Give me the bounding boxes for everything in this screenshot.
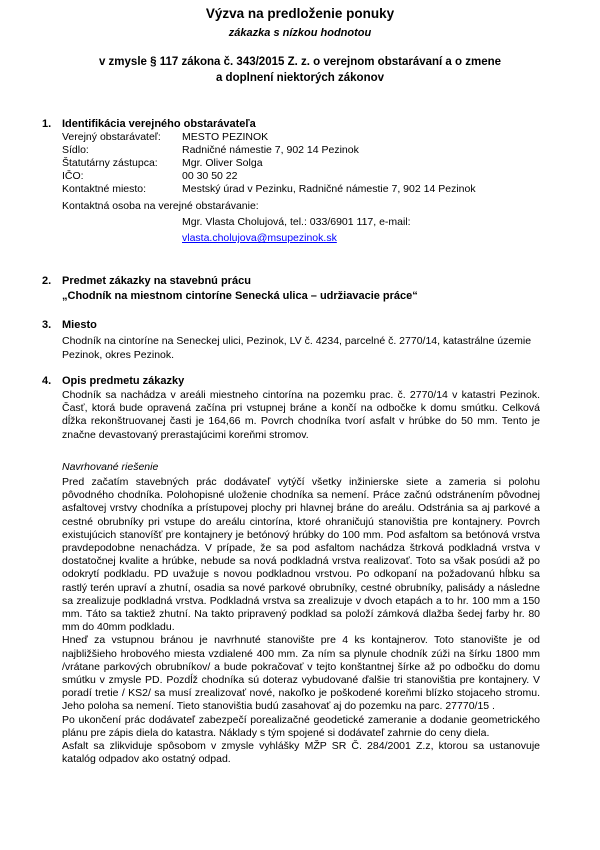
contact-person: Mgr. Vlasta Cholujová, tel.: 033/6901 117, e-mail: [182,216,411,228]
row-value: 00 30 50 22 [182,170,238,182]
section4-number: 4. [42,375,52,387]
paragraph: Pred začatím stavebných prác dodávateľ vytýčí všetky inžinierske siete a zameria si polohu pôvodného chodníka. Polohopisné uloženie chodníka sa nemení. Práce začnú odstránením pôvodnej asfaltovej vrstvy chodníka a prístupovej plochy pri hlavnej bráne do areálu. Odstránia sa aj parkové a cestné obrubníky pri vstupe do areálu cintorína, ktoré ohraničujú stanovištia pre kontajnery. Povrch existujúcich stanovíšť pre kontajnery je betónový hrúbky do 100 mm. Pod asfaltom sa betónová vrstva pravdepodobne nenachádza. V prípade, že sa pod asfaltom nachádza štrková podkladná vrstva v dostatočnej kvalite a hrúbke, nebude sa nová podkladná vrstva realizovať. Toto sa však posúdi až po odokrytí podkladu. PD uvažuje s novou podkladnou vrstvou. Po odkopaní na požadovanú hĺbku sa rastlý terén upraví a zhutní, osadia sa nové parkové obrubníky, cestné obrubníky, palisády a následne sa zrealizuje podkladná vrstva. Podkladná vrstva sa zrealizuje v dvoch etapách a to hr. 100 mm a 150 mm. Táto sa taktiež zhutní. Na takto pripravený podklad sa položí zámková dlažba šedej farby hr. 80 mm do 40mm podkladu. [62,476,540,634]
row-label: Sídlo: [62,144,89,156]
paragraph: Po ukončení prác dodávateľ zabezpečí porealizačné geodetické zameranie a dodanie geometrického plánu pre zápis diela do katastra. Náklady s tým spojené si dodávateľ zahrnie do ceny diela. [62,713,540,739]
proposed-solution-heading: Navrhované riešenie [62,461,159,473]
section2-number: 2. [42,275,52,287]
intro-paragraph: Chodník sa nachádza v areáli miestneho cintorína na pozemku prac. č. 2770/14 v katastri Pezinok. Časť, ktorá bude opravená začína pri vstupnej bráne a končí na odbočke k domu smútku. Celková dĺžka rekonštruovanej časti je 164,66 m. Povrch chodníka tvorí asfalt v hrúbke do 50 mm. Tento je značne devastovaný prerastajúcimi koreňmi stromov. [62,389,540,441]
section2-heading: Predmet zákazky na stavebnú prácu [62,275,251,287]
location-text-line2: Pezinok, okres Pezinok. [62,349,175,361]
paragraph: Asfalt sa zlikviduje spôsobom v zmysle vyhlášky MŽP SR Č. 284/2001 Z.z, ktorou sa ustanovuje katalóg odpadov ako ostatný odpad. [62,740,540,766]
proposed-solution-body [62,476,540,766]
row-label: Kontaktné miesto: [62,183,147,195]
row-value: Mestský úrad v Pezinku, Radničné námestie 7, 902 14 Pezinok [182,183,476,195]
contact-label: Kontaktná osoba na verejné obstarávanie: [62,200,259,212]
document-title: Výzva na predloženie ponuky [205,6,395,21]
section1-heading: Identifikácia verejného obstarávateľa [62,118,256,130]
location-text-line1: Chodník na cintoríne na Seneckej ulici, Pezinok, LV č. 4234, parcelné č. 2770/14, katastrálne územie [62,335,532,347]
paragraph: Hneď za vstupnou bránou je navrhnuté stanovište pre 4 ks kontajnerov. Toto stanovište je od najbližšieho hrobového miesta vzdialené 400 mm. Za ním sa plynule chodník zúži na šírku 1800 mm /vrátane parkových obrubníkov/ a bude pokračovať v tejto konštantnej šírke až po odbočku do domu smútku v zmysle PD. Pozdĺž chodníka sú doteraz vybudované ďalšie tri stanovištia pre kontajnery. V poradí tretie / KS2/ sa musí zrealizovať nové, nakoľko je poškodené koreňmi blízko stojaceho stromu. Jeho poloha sa nemení. Tieto stanovištia budú zasahovať aj do pozemku na parc. 27770/15 . [62,634,540,713]
section3-heading: Miesto [62,319,97,331]
section4-heading: Opis predmetu zákazky [62,375,185,387]
row-label: IČO: [62,170,84,182]
law-reference-line2: a doplnení niektorých zákonov [215,72,385,84]
row-value: Radničné námestie 7, 902 14 Pezinok [182,144,359,156]
law-reference-line1: v zmysle § 117 zákona č. 343/2015 Z. z. o verejnom obstarávaní a o zmene [98,56,502,68]
section3-number: 3. [42,319,52,331]
row-label: Verejný obstarávateľ: [62,131,161,143]
contact-email-link[interactable]: vlasta.cholujova@msupezinok.sk [182,232,337,244]
section4-intro [62,389,540,442]
row-label: Štatutárny zástupca: [62,157,158,169]
row-value: MESTO PEZINOK [182,131,269,143]
row-value: Mgr. Oliver Solga [182,157,263,169]
section1-number: 1. [42,118,52,130]
document-subtitle: zákazka s nízkou hodnotou [228,27,372,39]
contract-subject: „Chodník na miestnom cintoríne Senecká ulica – udržiavacie práce“ [62,290,418,302]
